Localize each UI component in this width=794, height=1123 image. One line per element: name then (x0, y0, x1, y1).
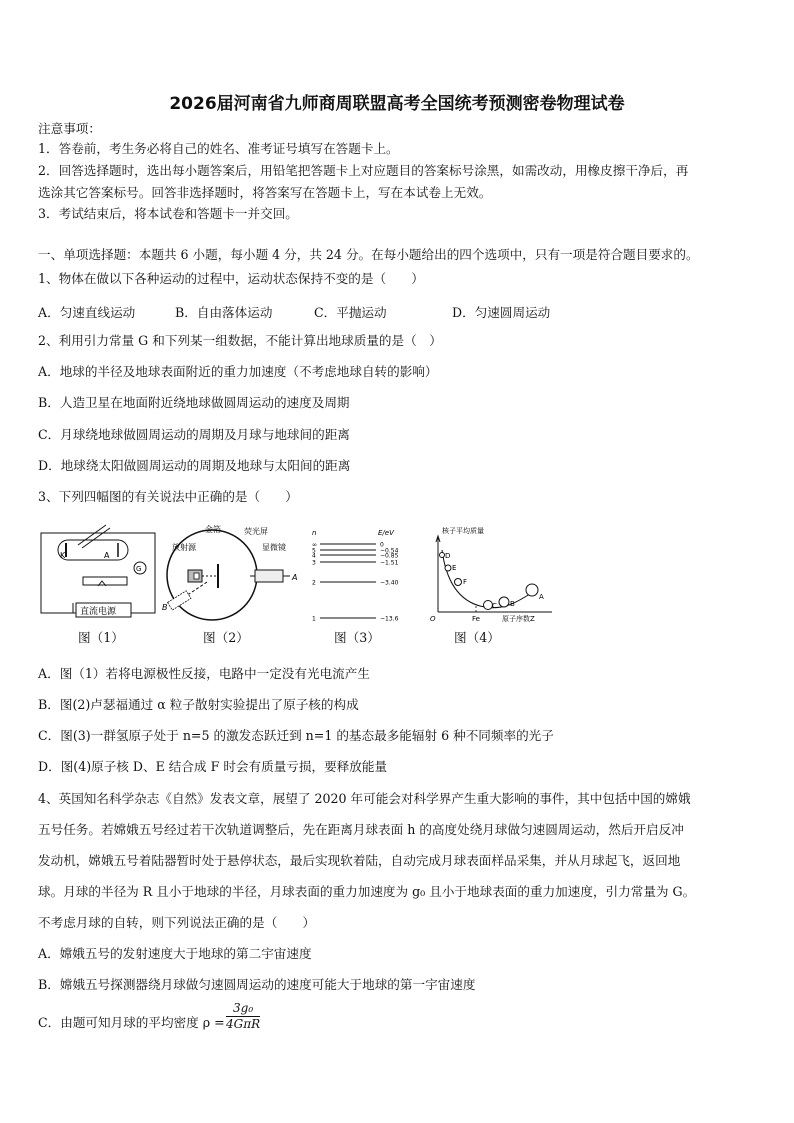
figure-4-nucleon-mass-curve (428, 520, 558, 624)
q3-option-a: A．图（1）若将电源极性反接，电路中一定没有光电流产生 (38, 666, 370, 681)
fig3-level-e: −3.40 (380, 579, 399, 587)
q2-option-b: B．人造卫星在地面附近绕地球做圆周运动的速度及周期 (38, 395, 350, 410)
notice-line-2: 2．回答选择题时，选出每小题答案后，用铅笔把答题卡上对应题目的答案标号涂黑，如需改动，用橡皮擦干净后，再 (38, 163, 689, 178)
q3-option-d: D．图(4)原子核 D、E 结合成 F 时会有质量亏损，要释放能量 (38, 759, 388, 774)
notice-line-3: 选涂其它答案标号。回答非选择题时，将答案写在答题卡上，写在本试卷上无效。 (38, 185, 492, 200)
q3-stem: 3、下列四幅图的有关说法中正确的是（ ） (38, 489, 298, 504)
fig4-origin: O (430, 615, 436, 623)
q2-option-d: D．地球绕太阳做圆周运动的周期及地球与太阳间的距离 (38, 458, 351, 473)
q2-stem: 2、利用引力常量 G 和下列某一组数据，不能计算出地球质量的是（ ） (38, 333, 442, 348)
fig4-point-d: D (445, 552, 451, 560)
fig4-fe-label: Fe (472, 615, 480, 623)
fig2-a-label: A (292, 573, 298, 582)
q4-option-a: A．嫦娥五号的发射速度大于地球的第二宇宙速度 (38, 946, 312, 961)
fraction-numerator: 3g₀ (226, 1001, 260, 1017)
fig3-level-n: 3 (312, 559, 316, 567)
q4-option-c: C．由题可知月球的平均密度 ρ = (38, 1015, 225, 1030)
fig4-point-c: C (492, 602, 497, 610)
section-heading: 一、单项选择题：本题共 6 小题，每小题 4 分，共 24 分。在每小题给出的四个选项中，只有一项是符合题目要求的。 (38, 247, 699, 262)
fig3-n-label: n (312, 529, 317, 537)
q4-stem-line-3: 发动机，嫦娥五号着陆器暂时处于悬停状态，最后实现软着陆，自动完成月球表面样品采集，并从月球起飞，返回地 (38, 853, 681, 868)
q4-stem-line-1: 4、英国知名科学杂志《自然》发表文章，展望了 2020 年可能会对科学界产生重大影响的事件，其中包括中国的嫦娥 (38, 791, 691, 806)
fraction-denominator: 4GπR (226, 1017, 261, 1031)
fig4-point-e: E (452, 564, 457, 572)
q4-density-fraction (226, 1001, 260, 1032)
figure-3-energy-levels (310, 520, 410, 624)
fig3-level-e: −13.6 (380, 615, 399, 623)
fig2-foil-label: 金箔 (205, 525, 221, 534)
fig3-level-e: 0 (380, 541, 384, 549)
fig3-level-n: 4 (312, 552, 316, 560)
page-title: 2026届河南省九师商周联盟高考全国统考预测密卷物理试卷 (169, 94, 625, 114)
fig3-level-n: 1 (312, 615, 316, 623)
q3-option-c: C．图(3)一群氢原子处于 n=5 的激发态跃迁到 n=1 的基态最多能辐射 6 种不同频率的光子 (38, 728, 554, 743)
fig3-level-n: 5 (312, 547, 316, 555)
fig2-caption: 图（2） (203, 630, 249, 645)
fig3-e-label: E/eV (378, 529, 394, 537)
q2-option-c: C．月球绕地球做圆周运动的周期及月球与地球间的距离 (38, 427, 350, 442)
q4-option-b: B．嫦娥五号探测器绕月球做匀速圆周运动的速度可能大于地球的第一宇宙速度 (38, 977, 476, 992)
fig2-b-label: B (162, 603, 168, 612)
q4-stem-line-5: 不考虑月球的自转，则下列说法正确的是（ ） (38, 915, 316, 930)
fig1-k-label: K (60, 551, 66, 560)
notice-line-4: 3．考试结束后，将本试卷和答题卡一并交回。 (38, 206, 298, 221)
fig1-power-label: 直流电源 (80, 607, 117, 617)
notice-line-1: 1．答卷前，考生务必将自己的姓名、准考证号填写在答题卡上。 (38, 141, 399, 156)
q3-option-b: B．图(2)卢瑟福通过 α 粒子散射实验提出了原子核的构成 (38, 697, 359, 712)
fig3-level-group (312, 542, 399, 623)
fig4-point-f: F (463, 578, 468, 586)
q2-option-a: A．地球的半径及地球表面附近的重力加速度（不考虑地球自转的影响） (38, 364, 438, 379)
fig1-caption: 图（1） (78, 630, 124, 645)
fig3-level-n: 2 (312, 579, 316, 587)
figure-2-alpha-scattering (160, 520, 300, 624)
fig2-screen-label: 荧光屏 (244, 527, 268, 536)
fig2-microscope-label: 显微镜 (262, 543, 286, 552)
q1-stem: 1、物体在做以下各种运动的过程中，运动状态保持不变的是（ ） (38, 271, 424, 286)
fig2-source-label: 放射源 (172, 543, 196, 552)
fig3-level-e: −1.51 (380, 559, 399, 567)
fig4-xlabel: 原子序数Z (502, 615, 535, 623)
fig3-caption: 图（3） (334, 630, 380, 645)
q4-stem-line-4: 球。月球的半径为 R 且小于地球的半径，月球表面的重力加速度为 g₀ 且小于地球表面的重力加速度，引力常量为 G。 (38, 884, 696, 899)
q4-stem-line-2: 五号任务。若嫦娥五号经过若干次轨道调整后，先在距离月球表面 h 的高度处绕月球做匀速圆周运动，然后开启反冲 (38, 822, 684, 837)
fig4-point-b: B (510, 600, 515, 608)
notice-heading: 注意事项： (38, 121, 101, 136)
fig4-point-a: A (539, 593, 544, 601)
q1-option-d: D．匀速圆周运动 (452, 305, 551, 320)
fig1-a-label: A (104, 551, 110, 560)
q1-option-b: B．自由落体运动 (175, 305, 273, 320)
q1-option-a: A．匀速直线运动 (38, 305, 136, 320)
fig4-ylabel: 核子平均质量 (442, 527, 484, 535)
figure-1-photoelectric-circuit (38, 520, 156, 624)
fig1-g-label: G (136, 565, 142, 573)
fig3-level-n: ∞ (312, 541, 317, 549)
q1-option-c: C．平抛运动 (314, 305, 387, 320)
fig3-level-e: −0.85 (380, 552, 399, 560)
fig4-caption: 图（4） (454, 630, 500, 645)
fig3-level-e: −0.54 (380, 547, 399, 555)
